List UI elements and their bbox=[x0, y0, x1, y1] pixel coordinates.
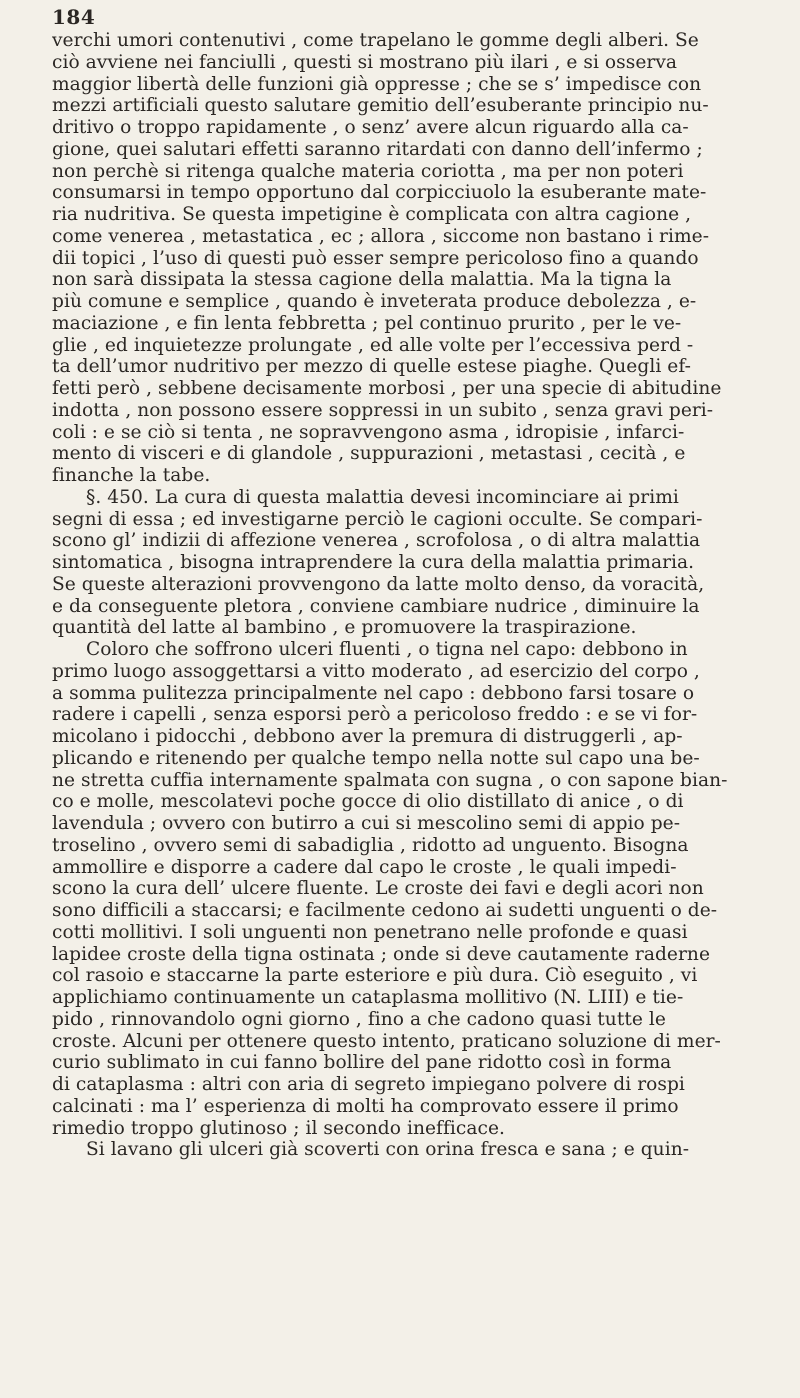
text-line: Si lavano gli ulceri già scoverti con orina fresca e sana ; e quin- bbox=[86, 1139, 690, 1161]
text-line: maggior libertà delle funzioni già oppresse ; che se s’ impedisce con bbox=[52, 73, 702, 95]
text-line: radere i capelli , senza esporsi però a pericoloso freddo : e se vi for- bbox=[52, 704, 698, 726]
text-line: mezzi artificiali questo salutare gemitio dell’esuberante principio nu- bbox=[52, 95, 709, 117]
text-line: scono la cura dell’ ulcere fluente. Le croste dei favi e degli acori non bbox=[52, 878, 704, 900]
text-line: ciò avviene nei fanciulli , questi si mostrano più ilari , e si osserva bbox=[52, 51, 678, 73]
text-line: sono difficili a staccarsi; e facilmente cedono ai sudetti unguenti o de- bbox=[52, 900, 718, 921]
text-line: ne stretta cuffia internamente spalmata con sugna , o con sapone bian- bbox=[52, 769, 728, 791]
text-line: dii topici , l’uso di questi può esser sempre pericoloso fino a quando bbox=[52, 247, 699, 269]
text-line: segni di essa ; ed investigarne perciò le cagioni occulte. Se compari- bbox=[52, 508, 703, 530]
text-line: coli : e se ciò si tenta , ne sopravvengono asma , idropisie , infarci- bbox=[52, 421, 685, 443]
text-line: glie , ed inquietezze prolungate , ed alle volte per l’eccessiva perd - bbox=[52, 334, 694, 356]
text-line: rimedio troppo glutinoso ; il secondo inefficace. bbox=[52, 1117, 505, 1139]
text-line: primo luogo assoggettarsi a vitto moderato , ad esercizio del corpo , bbox=[52, 660, 700, 682]
text-line: a somma pulitezza principalmente nel capo : debbono farsi tosare o bbox=[52, 682, 695, 704]
text-line: plicando e ritenendo per qualche tempo nella notte sul capo una be- bbox=[52, 747, 700, 769]
text-line: calcinati : ma l’ esperienza di molti ha comprovato essere il primo bbox=[52, 1095, 679, 1117]
text-line: mento di visceri e di glandole , suppurazioni , metastasi , cecità , e bbox=[52, 443, 686, 465]
text-line: ta dell’umor nudritivo per mezzo di quelle estese piaghe. Quegli ef- bbox=[52, 356, 691, 378]
text-line: maciazione , e fin lenta febbretta ; pel continuo prurito , per le ve- bbox=[52, 312, 682, 334]
text-line: più comune e semplice , quando è inveterata produce debolezza , e- bbox=[52, 291, 697, 312]
text-line: lavendula ; ovvero con butirro a cui si mescolino semi di appio pe- bbox=[52, 813, 681, 834]
text-line: cotti mollitivi. I soli unguenti non penetrano nelle profonde e quasi bbox=[52, 921, 688, 943]
text-line: curio sublimato in cui fanno bollire del pane ridotto così in forma bbox=[52, 1052, 672, 1074]
text-line: pido , rinnovandolo ogni giorno , fino a che cadono quasi tutte le bbox=[52, 1008, 666, 1030]
text-line: lapidee croste della tigna ostinata ; onde si deve cautamente raderne bbox=[52, 943, 711, 965]
text-line: scono gl’ indizii di affezione venerea , scrofolosa , o di altra malattia bbox=[52, 530, 701, 552]
page-number: 184 bbox=[52, 5, 96, 29]
text-line: indotta , non possono essere soppressi in un subito , senza gravi peri- bbox=[52, 399, 714, 421]
text-line: fetti però , sebbene decisamente morbosi , per una specie di abitudine bbox=[52, 378, 722, 399]
text-line: col rasoio e staccarne la parte esteriore e più dura. Ciò eseguito , vi bbox=[52, 965, 698, 987]
text-line: §. 450. La cura di questa malattia devesi incominciare ai primi bbox=[86, 486, 679, 508]
text-line: verchi umori contenutivi , come trapelano le gomme degli alberi. Se bbox=[52, 30, 699, 51]
text-line: Coloro che soffrono ulceri fluenti , o tigna nel capo: debbono in bbox=[86, 639, 688, 660]
text-line: finanche la tabe. bbox=[52, 465, 211, 486]
text-line: non sarà dissipata la stessa cagione della malattia. Ma la tigna la bbox=[52, 269, 672, 291]
body-text bbox=[52, 30, 786, 1161]
text-line: troselino , ovvero semi di sabadiglia , ridotto ad unguento. Bisogna bbox=[52, 834, 689, 856]
text-line: sintomatica , bisogna intraprendere la cura della malattia primaria. bbox=[52, 552, 695, 573]
text-line: quantità del latte al bambino , e promuovere la traspirazione. bbox=[52, 617, 637, 639]
text-line: ammollire e disporre a cadere dal capo le croste , le quali impedi- bbox=[52, 856, 677, 878]
text-line: croste. Alcuni per ottenere questo intento, praticano soluzione di mer- bbox=[52, 1030, 721, 1052]
text-line: ria nudritiva. Se questa impetigine è complicata con altra cagione , bbox=[52, 204, 692, 225]
text-line: non perchè si ritenga qualche materia coriotta , ma per non poteri bbox=[52, 160, 684, 182]
text-line: applichiamo continuamente un cataplasma mollitivo (N. LIII) e tie- bbox=[52, 987, 684, 1008]
text-line: gione, quei salutari effetti saranno ritardati con danno dell’infermo ; bbox=[52, 138, 703, 160]
text-line: consumarsi in tempo opportuno dal corpicciuolo la esuberante mate- bbox=[52, 182, 707, 204]
text-line: di cataplasma : altri con aria di segreto impiegano polvere di rospi bbox=[52, 1074, 685, 1095]
text-line: Se queste alterazioni provvengono da latte molto denso, da voracità, bbox=[52, 573, 705, 595]
text-line: micolano i pidocchi , debbono aver la premura di distruggerli , ap- bbox=[52, 726, 683, 747]
text-line: come venerea , metastatica , ec ; allora , siccome non bastano i rime- bbox=[52, 225, 710, 247]
text-line: e da conseguente pletora , conviene cambiare nudrice , diminuire la bbox=[52, 595, 700, 617]
text-line: co e molle, mescolatevi poche gocce di olio distillato di anice , o di bbox=[52, 791, 684, 813]
text-line: dritivo o troppo rapidamente , o senz’ avere alcun riguardo alla ca- bbox=[52, 117, 689, 138]
